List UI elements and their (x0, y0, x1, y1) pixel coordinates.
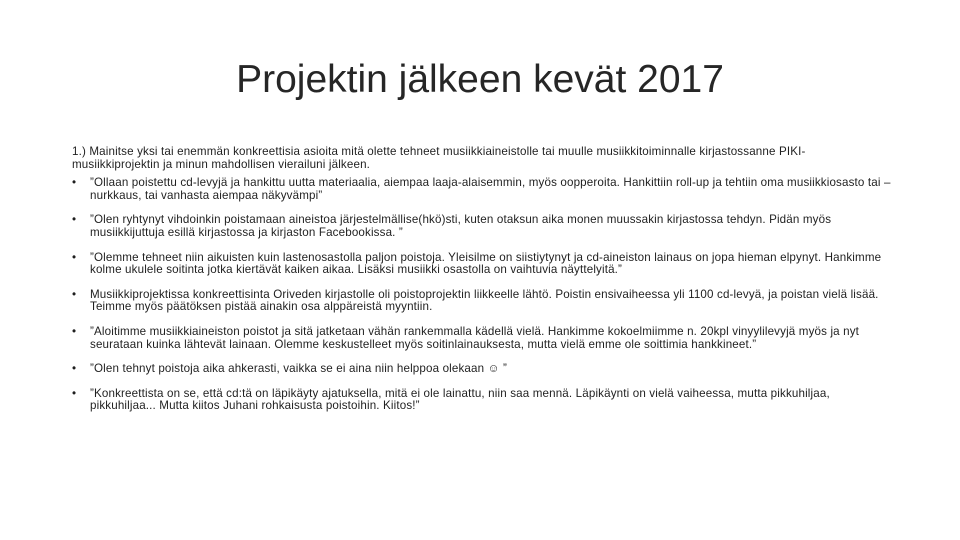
answer-item (72, 252, 892, 277)
answer-text: ”Olen ryhtynyt vihdoinkin poistamaan aineistoa järjestelmällise(hkö)sti, kuten otaksun aika monen muussakin kirjastossa tehdyn. Pidän myös musiikkijuttuja esillä kirjastossa ja kirjaston Facebookissa. ” (90, 213, 832, 239)
answer-item (72, 177, 892, 202)
answer-item (72, 289, 892, 314)
bullet-icon: • (72, 176, 77, 190)
bullet-icon: • (72, 386, 77, 400)
answer-item (72, 326, 892, 351)
answer-text: Musiikkiprojektissa konkreettisinta Oriveden kirjastolle oli poistoprojektin liikkeelle lähtö. Poistin ensivaiheessa yli 1100 cd-levyä, ja poistan vielä lisää. Teimme myös päätöksen pistää ainakin osa alppäreistä myyntiin. (90, 287, 879, 314)
answer-text: ”Olen tehnyt poistoja aika ahkerasti, vaikka se ei aina niin helppoa olekaan ☺ ” (90, 362, 507, 376)
bullet-icon: • (72, 250, 77, 264)
bullet-icon: • (72, 362, 77, 376)
question-text: 1.) Mainitse yksi tai enemmän konkreettisia asioita mitä olette tehneet musiikkiaineistolle tai muulle musiikkitoiminnalle kirjastossanne PIKI-musiikkiprojektin ja minun mahdollisen vierailuni jälkeen. (72, 145, 806, 171)
bullet-icon: • (72, 324, 77, 338)
slide-content (72, 146, 892, 425)
slide-title: Projektin jälkeen kevät 2017 (236, 58, 724, 101)
bullet-icon: • (72, 213, 77, 227)
answer-item (72, 363, 892, 376)
answer-item (72, 214, 892, 239)
answer-text: ”Konkreettista on se, että cd:tä on läpikäyty ajatuksella, mitä ei ole lainattu, niin saa mennä. Läpikäynti on vielä vaiheessa, mutta pikkuhiljaa, pikkuhiljaa... Mutta kiitos Juhani rohkaisusta poistoihin. Kiitos!” (90, 386, 830, 413)
answer-text: ”Aloitimme musiikkiaineiston poistot ja sitä jatketaan vähän rankemmalla kädellä vielä. Hankimme kokoelmiimme n. 20kpl vinyylilevyjä myös ja nyt seurataan kuinka lähtevät lainaan. Olemme keskustelleet myös soitinlainauksesta, mutta vielä emme ole soittimia hankkineet.” (90, 324, 860, 351)
answer-item (72, 388, 892, 413)
answer-list (72, 177, 892, 413)
answer-text: ”Olemme tehneet niin aikuisten kuin lastenosastolla paljon poistoja. Yleisilme on siistiytynyt ja cd-aineiston lainaus on jopa hieman elpynyt. Hankimme kolme ukulele soitinta jotka kiertävät kaiken aikaa. Lisäksi musiikki osastolla on vaihtuvia näyttelyitä.” (90, 250, 882, 277)
answer-text: ”Ollaan poistettu cd-levyjä ja hankittu uutta materiaalia, aiempaa laaja-alaisemmin, myös oopperoita. Hankittiin roll-up ja tehtiin oma musiikkiosasto tai –nurkkaus, tai vanhasta aiempaa näkyvämpi” (90, 176, 891, 202)
bullet-icon: • (72, 287, 77, 301)
